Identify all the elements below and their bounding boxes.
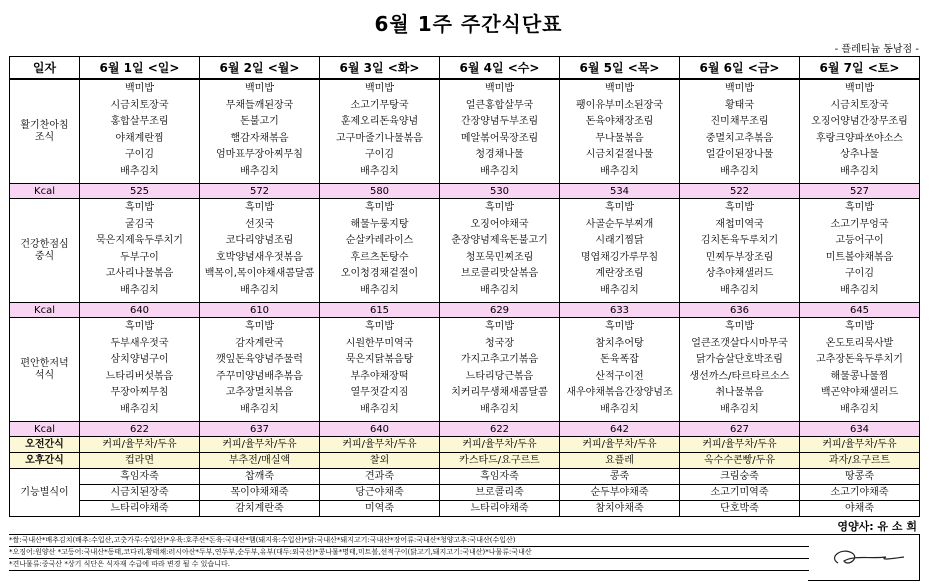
menu-item: 오징어야채국 [470, 218, 529, 230]
menu-item: 흑미밥 [245, 202, 274, 213]
menu-item: 삼치양념구이 [110, 354, 169, 365]
menu-item: 해물누룽지탕 [350, 218, 409, 230]
menu-item: 취나물볶음 [715, 387, 764, 398]
menu-item: 돈육야채장조림 [585, 116, 654, 127]
kcal-label: Kcal [10, 184, 80, 199]
menu-item: 무채들깨된장국 [225, 99, 294, 111]
afternoon-snack-value: 옥수수콘빵/두유 [680, 453, 800, 469]
menu-item: 해물콩나물찜 [830, 370, 889, 382]
porridge-item: 견과죽 [365, 471, 394, 482]
menu-item: 배추김치 [840, 403, 879, 415]
menu-item: 배추김치 [240, 284, 279, 296]
menu-item: 배추김치 [480, 165, 519, 177]
menu-item: 흑미밥 [725, 202, 754, 213]
row-label-line: 중식 [34, 250, 55, 262]
menu-item: 중멸치고추볶음 [705, 132, 774, 144]
breakfast-day-cell [80, 79, 200, 184]
menu-item: 참치추어탕 [595, 337, 644, 349]
menu-item: 배추김치 [720, 165, 759, 177]
morning-snack-row [10, 437, 920, 453]
menu-item: 순살카레라이스 [345, 235, 414, 246]
day-header: 6월 5일 <목> [560, 57, 680, 80]
nutritionist-label: 영양사: 유 소 희 [837, 520, 917, 533]
branch-label: - 플레티늄 동남점 - [834, 44, 919, 55]
kcal-value: 610 [200, 303, 320, 318]
menu-item: 홍합살무조림 [110, 116, 169, 127]
menu-item: 깻잎돈육양념주물럭 [216, 354, 303, 365]
menu-item: 배추김치 [720, 284, 759, 296]
menu-item: 배추김치 [480, 403, 519, 415]
menu-item: 열무젓갈지짐 [350, 387, 409, 398]
menu-item: 무장아찌무침 [110, 387, 169, 398]
kcal-value: 615 [320, 303, 440, 318]
porridge-item: 땅콩죽 [845, 471, 874, 482]
menu-item: 시원한무미역국 [345, 337, 414, 349]
functional-diet-row [10, 469, 920, 517]
breakfast-day-cell [680, 79, 800, 184]
menu-item: 배추김치 [360, 403, 399, 415]
menu-item: 배추김치 [120, 165, 159, 177]
menu-item: 두부구이 [120, 251, 159, 263]
morning-snack-label: 오전간식 [10, 437, 80, 453]
morning-snack-value: 커피/율무차/두유 [440, 437, 560, 453]
menu-item: 명엽채깅가루무침 [580, 251, 659, 263]
menu-item: 백미밥 [605, 83, 634, 94]
menu-item: 코다리양념조림 [225, 235, 294, 246]
menu-item: 시금치토장국 [830, 99, 889, 111]
kcal-value: 637 [200, 422, 320, 437]
menu-item: 백미밥 [365, 83, 394, 94]
menu-item: 산적구이전 [595, 370, 644, 382]
menu-item: 배추김치 [360, 165, 399, 177]
kcal-value: 622 [80, 422, 200, 437]
dinner-day-cell [200, 318, 320, 422]
menu-item: 돈육폭잡 [600, 354, 639, 365]
menu-item: 고구마줄기나물볶음 [336, 132, 423, 144]
afternoon-snack-value: 찰외 [320, 453, 440, 469]
menu-item: 배추김치 [840, 284, 879, 296]
lunch-day-cell [320, 199, 440, 303]
breakfast-day-cell [320, 79, 440, 184]
day-header: 6월 4일 <수> [440, 57, 560, 80]
porridge-item: 흑임자죽 [480, 471, 519, 482]
porridge-item: 감치계란죽 [200, 500, 319, 516]
ingredient-notes [9, 534, 809, 571]
menu-item: 고추장멸치볶음 [225, 387, 294, 398]
breakfast-kcal-row [10, 184, 920, 199]
menu-item: 생선까스/타르타르소스 [689, 370, 790, 382]
menu-item: 시금치겉절나물 [585, 149, 654, 160]
menu-item: 흑미밥 [245, 321, 274, 332]
functional-diet-cell [800, 469, 920, 517]
menu-item: 배추김치 [600, 284, 639, 296]
menu-item: 간장양념두부조림 [460, 116, 539, 127]
menu-item: 백미밥 [245, 83, 274, 94]
menu-item: 구이김 [845, 268, 874, 279]
porridge-item: 느타리야채죽 [440, 500, 559, 516]
menu-item: 흑미밥 [125, 202, 154, 213]
menu-item: 배추김치 [120, 284, 159, 296]
menu-item: 백미밥 [725, 83, 754, 94]
dinner-row [10, 318, 920, 422]
afternoon-snack-label: 오후간식 [10, 453, 80, 469]
kcal-value: 634 [800, 422, 920, 437]
menu-item: 흑미밥 [125, 321, 154, 332]
porridge-item: 찹깨죽 [245, 471, 274, 482]
menu-item: 묵은지닭볶음탕 [345, 354, 414, 365]
morning-snack-value: 커피/율무차/두유 [560, 437, 680, 453]
afternoon-snack-row [10, 453, 920, 469]
menu-item: 엄마표무장아찌무침 [216, 149, 303, 160]
menu-item: 흑미밥 [605, 202, 634, 213]
day-header: 6월 3일 <화> [320, 57, 440, 80]
afternoon-snack-value: 요플레 [560, 453, 680, 469]
menu-item: 무나물볶음 [595, 132, 644, 144]
morning-snack-value: 커피/율무차/두유 [680, 437, 800, 453]
menu-item: 소고기무엉국 [830, 218, 889, 230]
lunch-row [10, 199, 920, 303]
kcal-value: 645 [800, 303, 920, 318]
menu-item: 고추장돈육두루치기 [816, 354, 903, 365]
menu-item: 흑미밥 [845, 321, 874, 332]
lunch-kcal-row [10, 303, 920, 318]
dinner-day-cell [800, 318, 920, 422]
row-label-line: 건강한점심 [20, 238, 69, 250]
menu-item: 계란장조림 [595, 268, 644, 279]
menu-item: 새우야채볶음간장양념조 [566, 387, 673, 398]
breakfast-day-cell [560, 79, 680, 184]
menu-item: 야채계란찜 [115, 132, 164, 144]
menu-item: 감자계란국 [235, 337, 284, 349]
lunch-day-cell [440, 199, 560, 303]
kcal-value: 633 [560, 303, 680, 318]
menu-item: 오이청경채겉절이 [340, 268, 419, 279]
kcal-value: 522 [680, 184, 800, 199]
menu-item: 배추김치 [240, 403, 279, 415]
dinner-day-cell [440, 318, 560, 422]
menu-item: 청포묵민찌조림 [465, 251, 534, 263]
menu-item: 배추김치 [840, 165, 879, 177]
functional-diet-cell [200, 469, 320, 517]
kcal-value: 636 [680, 303, 800, 318]
menu-item: 백미밥 [125, 83, 154, 94]
menu-item: 진미채무조림 [710, 116, 769, 127]
dinner-label [10, 318, 80, 422]
menu-item: 오징어양념간장무조림 [811, 116, 908, 127]
lunch-day-cell [680, 199, 800, 303]
menu-item: 훈제오리돈육양념 [340, 116, 419, 127]
porridge-item: 브로콜리죽 [440, 484, 559, 500]
row-label-line: 활기찬아침 [20, 119, 69, 131]
menu-item: 두부새우젓국 [110, 337, 169, 349]
menu-item: 팽이유부미소된장국 [576, 99, 663, 111]
dinner-kcal-row [10, 422, 920, 437]
kcal-value: 534 [560, 184, 680, 199]
menu-item: 후랑크양파쏘야소스 [816, 132, 903, 144]
porridge-item: 참치야채죽 [560, 500, 679, 516]
functional-diet-cell [320, 469, 440, 517]
menu-item: 흑미밥 [365, 202, 394, 213]
breakfast-day-cell [440, 79, 560, 184]
menu-item: 후르츠돈탕수 [350, 251, 409, 263]
menu-item: 흑미밥 [365, 321, 394, 332]
kcal-value: 525 [80, 184, 200, 199]
menu-item: 흑미밥 [485, 202, 514, 213]
porridge-item: 시금치된장죽 [80, 484, 199, 500]
day-header: 6월 6일 <금> [680, 57, 800, 80]
menu-item: 느타리버섯볶음 [105, 370, 174, 382]
menu-item: 배추김치 [240, 165, 279, 177]
kcal-label: Kcal [10, 303, 80, 318]
morning-snack-value: 커피/율무차/두유 [200, 437, 320, 453]
menu-item: 황태국 [725, 99, 754, 111]
day-header: 6월 7일 <토> [800, 57, 920, 80]
menu-item: 미트볼야채볶음 [825, 251, 894, 263]
functional-diet-cell [440, 469, 560, 517]
menu-item: 가지고추고기볶음 [460, 354, 539, 365]
menu-item: 배추김치 [720, 403, 759, 415]
note-line: *쌀:국내산*배추김치(배추:수입산,고춧가루:수입산)*우육:호주산*돈육:국내산*햄(돼지육:수입산)*닭:국내산*돼지고기:국내산*장어류:국내산*청양고추:국내산(수입산) [9, 534, 809, 546]
porridge-item: 순두부야채죽 [560, 484, 679, 500]
row-label-line: 조식 [34, 131, 55, 143]
menu-item: 브로콜리맛살볶음 [460, 268, 539, 279]
kcal-label: Kcal [10, 422, 80, 437]
menu-item: 부추야채장떡 [350, 370, 409, 382]
breakfast-label [10, 79, 80, 184]
porridge-item: 단호박죽 [680, 500, 799, 516]
menu-item: 춘장양념제육돈불고기 [451, 235, 548, 246]
day-header: 6월 2일 <월> [200, 57, 320, 80]
note-line: *오징어:원양산 *고등어:국내산*동태,코다리,황태채:러시아산*두부,연두부,순두부,유부(대두:외국산)*콩나물*명태,미트볼,선적구이(닭고기,돼지고기:국내산)*나물류:국내산 [9, 546, 809, 558]
menu-item: 백미밥 [845, 83, 874, 94]
kcal-value: 527 [800, 184, 920, 199]
menu-item: 상추야채샐러드 [705, 268, 774, 279]
morning-snack-value: 커피/율무차/두유 [320, 437, 440, 453]
afternoon-snack-value: 컵라면 [80, 453, 200, 469]
menu-item: 얼갈이된장나물 [705, 149, 774, 160]
breakfast-day-cell [200, 79, 320, 184]
menu-item: 얼큰조갯살다시마무국 [691, 337, 788, 349]
menu-item: 청국장 [485, 337, 514, 349]
kcal-value: 629 [440, 303, 560, 318]
morning-snack-value: 커피/율무차/두유 [80, 437, 200, 453]
functional-diet-cell [560, 469, 680, 517]
kcal-value: 640 [80, 303, 200, 318]
kcal-value: 572 [200, 184, 320, 199]
dinner-day-cell [320, 318, 440, 422]
functional-diet-cell [80, 469, 200, 517]
menu-item: 굴김국 [125, 218, 154, 230]
menu-item: 민찌두부장조림 [705, 251, 774, 263]
kcal-value: 627 [680, 422, 800, 437]
menu-item: 치커리무생채새콤달콤 [451, 387, 548, 398]
menu-item: 김치돈육두루치기 [700, 235, 779, 246]
menu-item: 흑미밥 [725, 321, 754, 332]
note-line: *견나물류:중국산 *상기 식단은 식자재 수급에 따라 변경 될 수 있습니다. [9, 558, 809, 571]
porridge-item: 느타리야채죽 [80, 500, 199, 516]
menu-item: 소고기무탕국 [350, 99, 409, 111]
menu-item: 얼큰홍합살무국 [465, 99, 534, 111]
kcal-value: 622 [440, 422, 560, 437]
menu-item: 흑미밥 [605, 321, 634, 332]
page-title: 6월 1주 주간식단표 [374, 12, 563, 36]
porridge-item: 당근야채죽 [320, 484, 439, 500]
menu-item: 고사리나물볶음 [105, 268, 174, 279]
functional-diet-label: 기능별식이 [10, 469, 80, 517]
menu-item: 백미밥 [485, 83, 514, 94]
lunch-day-cell [560, 199, 680, 303]
menu-item: 온도토리묵사발 [825, 337, 894, 349]
menu-item: 구이김 [365, 149, 394, 160]
menu-item: 배추김치 [360, 284, 399, 296]
lunch-label [10, 199, 80, 303]
signature-image [808, 535, 919, 579]
menu-item: 백곤약야채샐러드 [820, 387, 899, 398]
menu-item: 메알볶어묵장조림 [460, 132, 539, 144]
menu-item: 백목이,목이야채새콤달콤 [204, 268, 315, 279]
kcal-value: 530 [440, 184, 560, 199]
functional-diet-cell [680, 469, 800, 517]
menu-item: 느타리당근볶음 [465, 370, 534, 382]
menu-item: 배추김치 [120, 403, 159, 415]
row-label-line: 편안한저녁 [20, 357, 69, 369]
porridge-item: 콩죽 [609, 471, 630, 482]
menu-item: 묵은지제육두루치기 [96, 235, 183, 246]
breakfast-row [10, 79, 920, 184]
menu-item: 흑미밥 [485, 321, 514, 332]
menu-item: 호박양념새우젓볶음 [216, 251, 303, 263]
porridge-item: 야채죽 [800, 500, 919, 516]
porridge-item: 크림숭죽 [720, 471, 759, 482]
menu-item: 고등어구이 [835, 235, 884, 246]
menu-item: 닭가슴살단호박조림 [696, 354, 783, 365]
kcal-value: 580 [320, 184, 440, 199]
menu-item: 시래기찜닭 [595, 235, 644, 246]
lunch-day-cell [80, 199, 200, 303]
menu-item: 배추김치 [600, 165, 639, 177]
afternoon-snack-value: 부추전/매실액 [200, 453, 320, 469]
menu-item: 햄감자채볶음 [230, 132, 289, 144]
signature-box [808, 534, 920, 581]
dinner-day-cell [560, 318, 680, 422]
date-header: 일자 [10, 57, 80, 80]
menu-item: 배추김치 [480, 284, 519, 296]
menu-item: 배추김치 [600, 403, 639, 415]
morning-snack-value: 커피/율무차/두유 [800, 437, 920, 453]
porridge-item: 흑임자죽 [120, 471, 159, 482]
dinner-day-cell [80, 318, 200, 422]
porridge-item: 미역죽 [320, 500, 439, 516]
day-header: 6월 1일 <일> [80, 57, 200, 80]
weekly-menu-table [9, 56, 920, 517]
breakfast-day-cell [800, 79, 920, 184]
porridge-item: 소고기야채죽 [800, 484, 919, 500]
header-row [10, 57, 920, 80]
kcal-value: 642 [560, 422, 680, 437]
porridge-item: 소고기미역죽 [680, 484, 799, 500]
menu-item: 돈불고기 [240, 116, 279, 127]
row-label-line: 석식 [34, 369, 55, 381]
lunch-day-cell [800, 199, 920, 303]
afternoon-snack-value: 과자/요구르트 [800, 453, 920, 469]
menu-item: 주꾸미양념배추볶음 [216, 370, 303, 382]
menu-item: 상추나물 [840, 149, 879, 160]
lunch-day-cell [200, 199, 320, 303]
menu-item: 선짓국 [245, 218, 274, 230]
porridge-item: 목이야채채죽 [200, 484, 319, 500]
menu-item: 시금치토장국 [110, 99, 169, 111]
menu-item: 흑미밥 [845, 202, 874, 213]
menu-item: 청경채나물 [475, 149, 524, 160]
menu-item: 사골순두부찌개 [585, 218, 654, 230]
menu-item: 재첩미역국 [715, 218, 764, 230]
afternoon-snack-value: 카스타드/요구르트 [440, 453, 560, 469]
dinner-day-cell [680, 318, 800, 422]
menu-item: 구이김 [125, 149, 154, 160]
kcal-value: 640 [320, 422, 440, 437]
